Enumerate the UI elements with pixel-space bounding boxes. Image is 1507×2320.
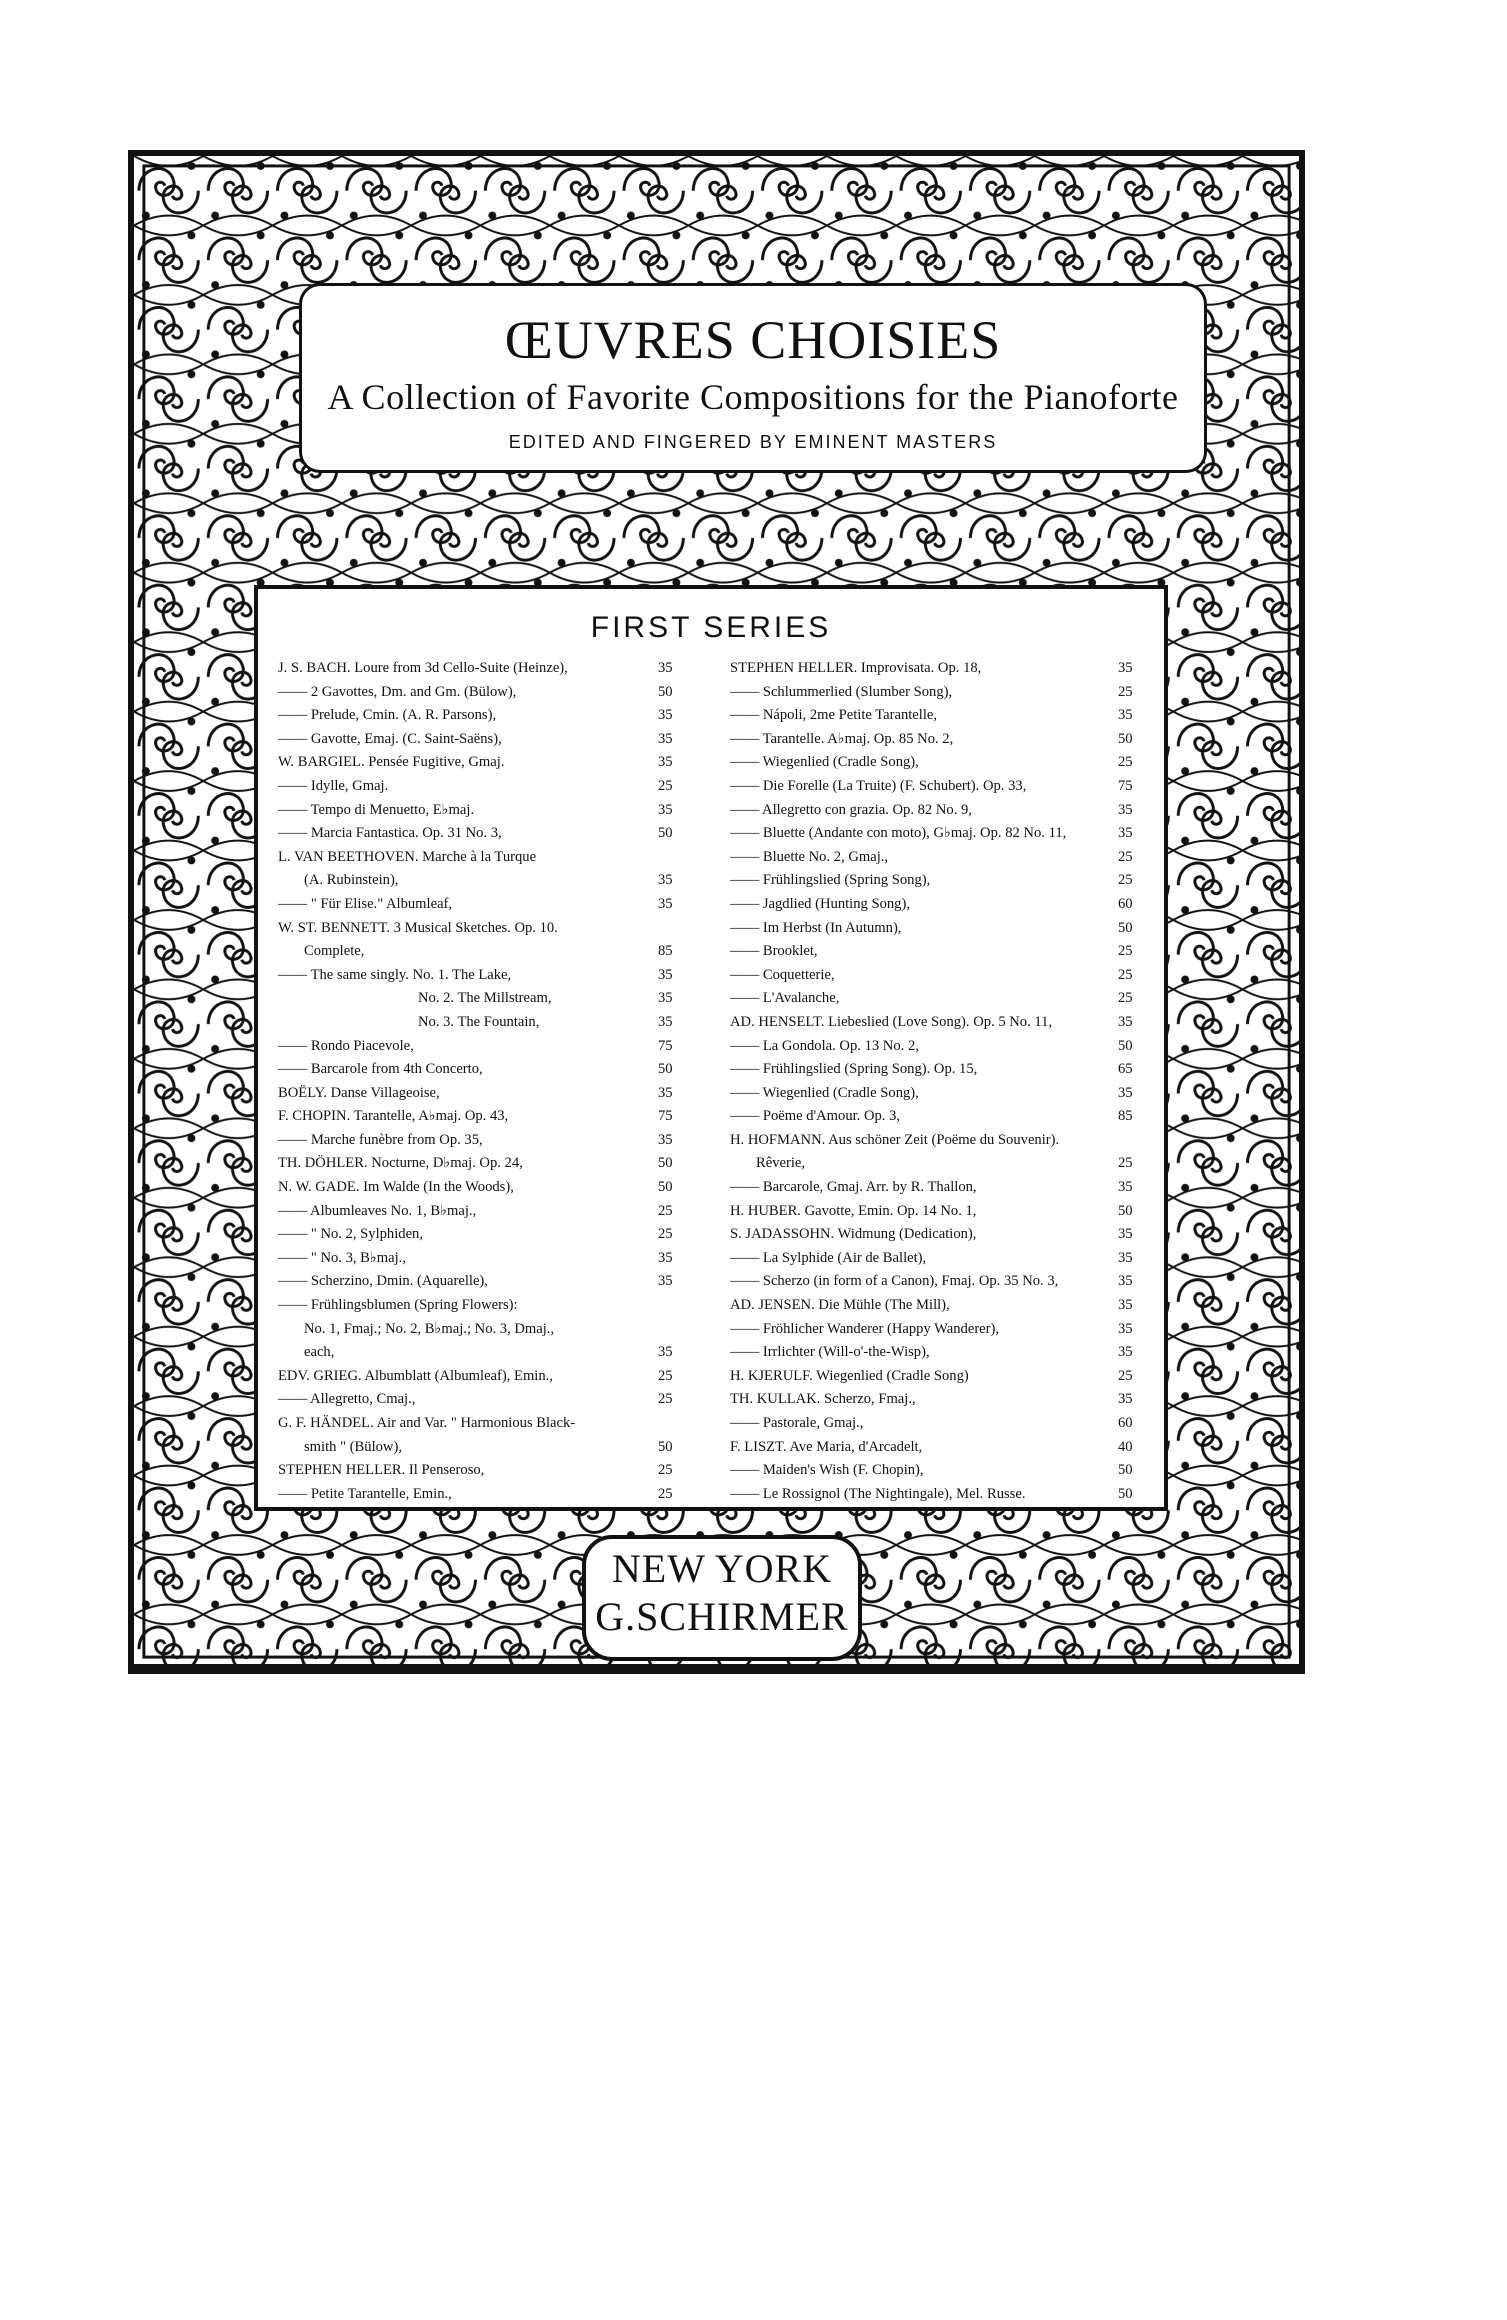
- catalogue-entry: [278, 1318, 698, 1342]
- entry-price: 35: [658, 1013, 673, 1030]
- entry-price: 35: [1118, 1249, 1133, 1266]
- entry-title: —— Scherzino, Dmin. (Aquarelle),: [278, 1273, 488, 1290]
- page-subtitle: A Collection of Favorite Compositions for the Pianoforte: [327, 377, 1179, 417]
- entry-price: 35: [658, 895, 673, 912]
- entry-price: 35: [1118, 825, 1133, 842]
- entry-title: —— Le Rossignol (The Nightingale), Mel. Russe.: [730, 1485, 1026, 1502]
- entry-price: 25: [658, 1462, 673, 1479]
- entry-title: —— Tempo di Menuetto, E♭maj.: [278, 801, 475, 818]
- entry-title: —— Schlummerlied (Slumber Song),: [730, 683, 953, 700]
- entry-price: 50: [1118, 1462, 1133, 1479]
- catalogue-entry: [730, 1270, 1158, 1294]
- entry-price: 25: [1118, 683, 1133, 700]
- catalogue-entry: [730, 1341, 1158, 1365]
- catalogue-entry: [278, 775, 698, 799]
- catalogue-entry: [278, 751, 698, 775]
- catalogue-entry: [278, 1223, 698, 1247]
- entry-price: 40: [1118, 1438, 1133, 1455]
- entry-price: 35: [658, 966, 673, 983]
- entry-title: —— Barcarole from 4th Concerto,: [278, 1061, 483, 1078]
- catalogue-entry: [730, 869, 1158, 893]
- entry-price: 50: [1118, 1485, 1133, 1502]
- catalogue-entry: [730, 1412, 1158, 1436]
- entry-title: —— Tarantelle. A♭maj. Op. 85 No. 2,: [730, 730, 954, 747]
- catalogue-entry: [278, 1459, 698, 1483]
- catalogue-entry: [278, 1365, 698, 1389]
- entry-price: 60: [1118, 895, 1133, 912]
- entry-price: 25: [1118, 943, 1133, 960]
- catalogue-entry: [278, 1011, 698, 1035]
- entry-price: 25: [1118, 966, 1133, 983]
- entry-title: No. 3. The Fountain,: [418, 1013, 540, 1030]
- catalogue-entry: [730, 799, 1158, 823]
- catalogue-entry: [730, 1294, 1158, 1318]
- entry-price: 75: [658, 1037, 673, 1054]
- entry-title: S. JADASSOHN. Widmung (Dedication),: [730, 1226, 977, 1243]
- entry-title: —— Nápoli, 2me Petite Tarantelle,: [730, 707, 938, 724]
- entry-price: 25: [1118, 754, 1133, 771]
- entry-price: 25: [1118, 990, 1133, 1007]
- catalogue-entry: [730, 704, 1158, 728]
- entry-title: —— Bluette No. 2, Gmaj.,: [730, 848, 889, 865]
- entry-price: 75: [658, 1108, 673, 1125]
- catalogue-entry: [730, 728, 1158, 752]
- publisher-city: NEW YORK: [611, 1546, 833, 1591]
- catalogue-entry: [278, 893, 698, 917]
- catalogue-entry: [278, 1058, 698, 1082]
- entry-price: 25: [1118, 1367, 1133, 1384]
- entry-title: Complete,: [304, 943, 365, 960]
- catalogue-entry: [730, 1176, 1158, 1200]
- entry-title: No. 1, Fmaj.; No. 2, B♭maj.; No. 3, Dmaj.,: [304, 1320, 555, 1337]
- entry-price: 35: [1118, 801, 1133, 818]
- catalogue-entry: [730, 822, 1158, 846]
- catalogue-entry: [730, 987, 1158, 1011]
- entry-price: 50: [658, 1438, 673, 1455]
- entry-price: 35: [658, 1131, 673, 1148]
- catalogue-entry: [730, 846, 1158, 870]
- catalogue-entry: [278, 917, 698, 941]
- entry-title: —— Frühlingslied (Spring Song). Op. 15,: [730, 1061, 978, 1078]
- catalogue-entry: [730, 1129, 1158, 1153]
- entry-price: 50: [658, 1179, 673, 1196]
- entry-price: 35: [1118, 1013, 1133, 1030]
- entry-title: —— Pastorale, Gmaj.,: [730, 1415, 864, 1431]
- entry-price: 35: [1118, 1391, 1133, 1408]
- catalogue-entry: [730, 893, 1158, 917]
- catalogue-entry: [278, 1270, 698, 1294]
- catalogue-entry: [730, 751, 1158, 775]
- catalogue-entry: [730, 1436, 1158, 1460]
- entry-price: 35: [1118, 1226, 1133, 1243]
- entry-price: 35: [1118, 1344, 1133, 1361]
- entry-title: —— Im Herbst (In Autumn),: [730, 919, 902, 936]
- entry-title: (A. Rubinstein),: [304, 872, 399, 889]
- entry-title: —— " No. 3, B♭maj.,: [278, 1249, 406, 1266]
- catalogue-entry: [730, 775, 1158, 799]
- entry-price: 35: [658, 707, 673, 724]
- entry-price: 25: [1118, 872, 1133, 889]
- catalogue-entry: [730, 1058, 1158, 1082]
- entry-title: N. W. GADE. Im Walde (In the Woods),: [278, 1179, 514, 1196]
- entry-title: No. 2. The Millstream,: [418, 990, 552, 1007]
- catalogue-entry: [278, 704, 698, 728]
- catalogue-entry: [730, 1223, 1158, 1247]
- entry-title: —— Gavotte, Emaj. (C. Saint-Saëns),: [278, 730, 502, 747]
- entry-price: 35: [658, 990, 673, 1007]
- catalogue-entry: [730, 940, 1158, 964]
- entry-price: 50: [1118, 1037, 1133, 1054]
- entry-price: 50: [658, 683, 673, 700]
- catalogue-entry: [278, 1247, 698, 1271]
- entry-title: AD. JENSEN. Die Mühle (The Mill),: [730, 1297, 950, 1314]
- catalogue-entry: [278, 1129, 698, 1153]
- entry-price: 35: [1118, 1297, 1133, 1314]
- entry-title: —— Marche funèbre from Op. 35,: [278, 1131, 483, 1148]
- entry-title: —— Idylle, Gmaj.: [278, 777, 389, 794]
- entry-title: —— Allegretto con grazia. Op. 82 No. 9,: [730, 801, 972, 818]
- entry-title: H. KJERULF. Wiegenlied (Cradle Song): [730, 1367, 969, 1384]
- base-rule: [128, 1664, 1305, 1674]
- catalogue-entry: [278, 964, 698, 988]
- catalogue-entry: [730, 964, 1158, 988]
- entry-title: —— Poëme d'Amour. Op. 3,: [730, 1108, 901, 1125]
- catalogue-entry: [278, 822, 698, 846]
- left-column: [278, 657, 698, 1506]
- entry-title: Rêverie,: [756, 1155, 806, 1172]
- entry-title: J. S. BACH. Loure from 3d Cello-Suite (Heinze),: [278, 660, 568, 676]
- catalogue-entry: [730, 1388, 1158, 1412]
- entry-title: —— Irrlichter (Will-o'-the-Wisp),: [730, 1344, 930, 1361]
- catalogue-panel: [254, 585, 1168, 1511]
- catalogue-entry: [730, 1082, 1158, 1106]
- entry-title: STEPHEN HELLER. Improvisata. Op. 18,: [730, 660, 982, 676]
- entry-title: —— Wiegenlied (Cradle Song),: [730, 754, 919, 771]
- entry-title: each,: [304, 1344, 335, 1361]
- entry-title: —— L'Avalanche,: [730, 990, 840, 1007]
- entry-price: 25: [1118, 1155, 1133, 1172]
- catalogue-entry: [278, 1341, 698, 1365]
- entry-price: 35: [658, 1249, 673, 1266]
- entry-title: —— La Gondola. Op. 13 No. 2,: [730, 1037, 919, 1054]
- entry-title: —— Petite Tarantelle, Emin.,: [278, 1485, 452, 1502]
- entry-price: 25: [1118, 848, 1133, 865]
- entry-title: —— The same singly. No. 1. The Lake,: [278, 966, 512, 983]
- catalogue-entry: [278, 1200, 698, 1224]
- catalogue-entry: [730, 1011, 1158, 1035]
- entry-title: —— Rondo Piacevole,: [278, 1037, 414, 1054]
- entry-price: 60: [1118, 1415, 1133, 1431]
- entry-price: 35: [658, 660, 673, 676]
- entry-title: —— Allegretto, Cmaj.,: [278, 1391, 416, 1408]
- entry-title: H. HOFMANN. Aus schöner Zeit (Poëme du Souvenir).: [730, 1131, 1060, 1148]
- catalogue-entry: [278, 1412, 698, 1436]
- entry-title: smith " (Bülow),: [304, 1438, 402, 1455]
- catalogue-entry: [278, 846, 698, 870]
- entry-title: —— Albumleaves No. 1, B♭maj.,: [278, 1202, 477, 1219]
- entry-price: 25: [658, 777, 673, 794]
- entry-title: —— Prelude, Cmin. (A. R. Parsons),: [278, 707, 497, 724]
- entry-price: 35: [1118, 660, 1133, 676]
- entry-title: H. HUBER. Gavotte, Emin. Op. 14 No. 1,: [730, 1202, 977, 1219]
- entry-price: 50: [1118, 1202, 1133, 1219]
- entry-price: 65: [1118, 1061, 1133, 1078]
- entry-title: —— Jagdlied (Hunting Song),: [730, 895, 910, 912]
- catalogue-entry: [730, 657, 1158, 681]
- catalogue-entry: [278, 1176, 698, 1200]
- page-title: ŒUVRES CHOISIES: [504, 310, 1002, 370]
- editors-line: EDITED AND FINGERED BY EMINENT MASTERS: [508, 432, 998, 452]
- catalogue-entry: [278, 1483, 698, 1507]
- entry-price: 35: [1118, 707, 1133, 724]
- entry-title: —— Marcia Fantastica. Op. 31 No. 3,: [278, 825, 502, 842]
- entry-title: —— " Für Elise." Albumleaf,: [278, 895, 453, 912]
- catalogue-entry: [278, 1105, 698, 1129]
- entry-title: —— " No. 2, Sylphiden,: [278, 1226, 424, 1243]
- entry-price: 25: [658, 1226, 673, 1243]
- entry-price: 35: [1118, 1320, 1133, 1337]
- entry-title: L. VAN BEETHOVEN. Marche à la Turque: [278, 848, 537, 865]
- entry-title: —— Brooklet,: [730, 943, 818, 960]
- entry-title: TH. DÖHLER. Nocturne, D♭maj. Op. 24,: [278, 1155, 523, 1172]
- catalogue-entry: [278, 799, 698, 823]
- entry-title: —— Frühlingslied (Spring Song),: [730, 872, 931, 889]
- entry-price: 35: [658, 1084, 673, 1101]
- entry-title: —— La Sylphide (Air de Ballet),: [730, 1249, 927, 1266]
- catalogue-entry: [730, 1152, 1158, 1176]
- catalogue-entry: [730, 1200, 1158, 1224]
- entry-price: 85: [1118, 1108, 1133, 1125]
- entry-title: —— Coquetterie,: [730, 966, 835, 983]
- catalogue-entry: [278, 1035, 698, 1059]
- entry-price: 35: [658, 872, 673, 889]
- entry-title: EDV. GRIEG. Albumblatt (Albumleaf), Emin.,: [278, 1367, 553, 1384]
- catalogue-entry: [730, 681, 1158, 705]
- entry-price: 25: [658, 1202, 673, 1219]
- catalogue-entry: [278, 657, 698, 681]
- entry-title: F. CHOPIN. Tarantelle, A♭maj. Op. 43,: [278, 1108, 509, 1125]
- entry-price: 25: [658, 1367, 673, 1384]
- entry-title: —— Barcarole, Gmaj. Arr. by R. Thallon,: [730, 1179, 977, 1196]
- entry-price: 35: [658, 1344, 673, 1361]
- entry-title: —— Frühlingsblumen (Spring Flowers):: [278, 1297, 518, 1314]
- entry-title: F. LISZT. Ave Maria, d'Arcadelt,: [730, 1438, 923, 1455]
- entry-price: 35: [658, 754, 673, 771]
- catalogue-entry: [278, 728, 698, 752]
- entry-title: —— Scherzo (in form of a Canon), Fmaj. Op. 35 No. 3,: [730, 1273, 1059, 1290]
- entry-price: 50: [1118, 730, 1133, 747]
- catalogue-entry: [730, 917, 1158, 941]
- entry-title: TH. KULLAK. Scherzo, Fmaj.,: [730, 1391, 916, 1408]
- entry-title: —— 2 Gavottes, Dm. and Gm. (Bülow),: [278, 683, 517, 700]
- catalogue-entry: [278, 1082, 698, 1106]
- entry-price: 35: [1118, 1273, 1133, 1290]
- entry-price: 50: [1118, 919, 1133, 936]
- entry-title: W. ST. BENNETT. 3 Musical Sketches. Op. 10.: [278, 919, 558, 936]
- publisher-cartouche: [582, 1535, 862, 1661]
- catalogue-entry: [730, 1365, 1158, 1389]
- entry-title: G. F. HÄNDEL. Air and Var. " Harmonious Black-: [278, 1415, 576, 1431]
- entry-price: 35: [658, 730, 673, 747]
- entry-price: 35: [658, 1273, 673, 1290]
- entry-price: 35: [658, 801, 673, 818]
- catalogue-entry: [730, 1247, 1158, 1271]
- catalogue-entry: [278, 1294, 698, 1318]
- entry-title: —— Wiegenlied (Cradle Song),: [730, 1084, 919, 1101]
- entry-price: 85: [658, 943, 673, 960]
- entry-title: AD. HENSELT. Liebeslied (Love Song). Op. 5 No. 11,: [730, 1013, 1053, 1030]
- entry-price: 50: [658, 1155, 673, 1172]
- title-plaque: [302, 286, 1204, 470]
- catalogue-entry: [278, 987, 698, 1011]
- series-title: FIRST SERIES: [590, 611, 832, 644]
- entry-title: BOËLY. Danse Villageoise,: [278, 1084, 440, 1101]
- entry-price: 35: [1118, 1084, 1133, 1101]
- entry-price: 35: [1118, 1179, 1133, 1196]
- entry-price: 50: [658, 825, 673, 842]
- catalogue-entry: [730, 1459, 1158, 1483]
- entry-price: 75: [1118, 777, 1133, 794]
- catalogue-entry: [278, 1436, 698, 1460]
- catalogue-entry: [730, 1105, 1158, 1129]
- catalogue-entry: [730, 1318, 1158, 1342]
- catalogue-entry: [278, 869, 698, 893]
- entry-price: 25: [658, 1485, 673, 1502]
- entry-price: 50: [658, 1061, 673, 1078]
- right-column: [730, 657, 1158, 1506]
- catalogue-entry: [278, 681, 698, 705]
- catalogue-entry: [278, 1152, 698, 1176]
- catalogue-entry: [730, 1035, 1158, 1059]
- publisher-name: G.SCHIRMER: [595, 1594, 849, 1639]
- entry-title: W. BARGIEL. Pensée Fugitive, Gmaj.: [278, 754, 505, 771]
- entry-title: —— Maiden's Wish (F. Chopin),: [730, 1462, 924, 1479]
- entry-title: STEPHEN HELLER. Il Penseroso,: [278, 1462, 485, 1479]
- entry-title: —— Fröhlicher Wanderer (Happy Wanderer),: [730, 1320, 1000, 1337]
- entry-price: 25: [658, 1391, 673, 1408]
- catalogue-entry: [278, 940, 698, 964]
- catalogue-entry: [278, 1388, 698, 1412]
- catalogue-entry: [730, 1483, 1158, 1507]
- entry-title: —— Bluette (Andante con moto), G♭maj. Op. 82 No. 11,: [730, 825, 1067, 842]
- entry-title: —— Die Forelle (La Truite) (F. Schubert). Op. 33,: [730, 777, 1027, 794]
